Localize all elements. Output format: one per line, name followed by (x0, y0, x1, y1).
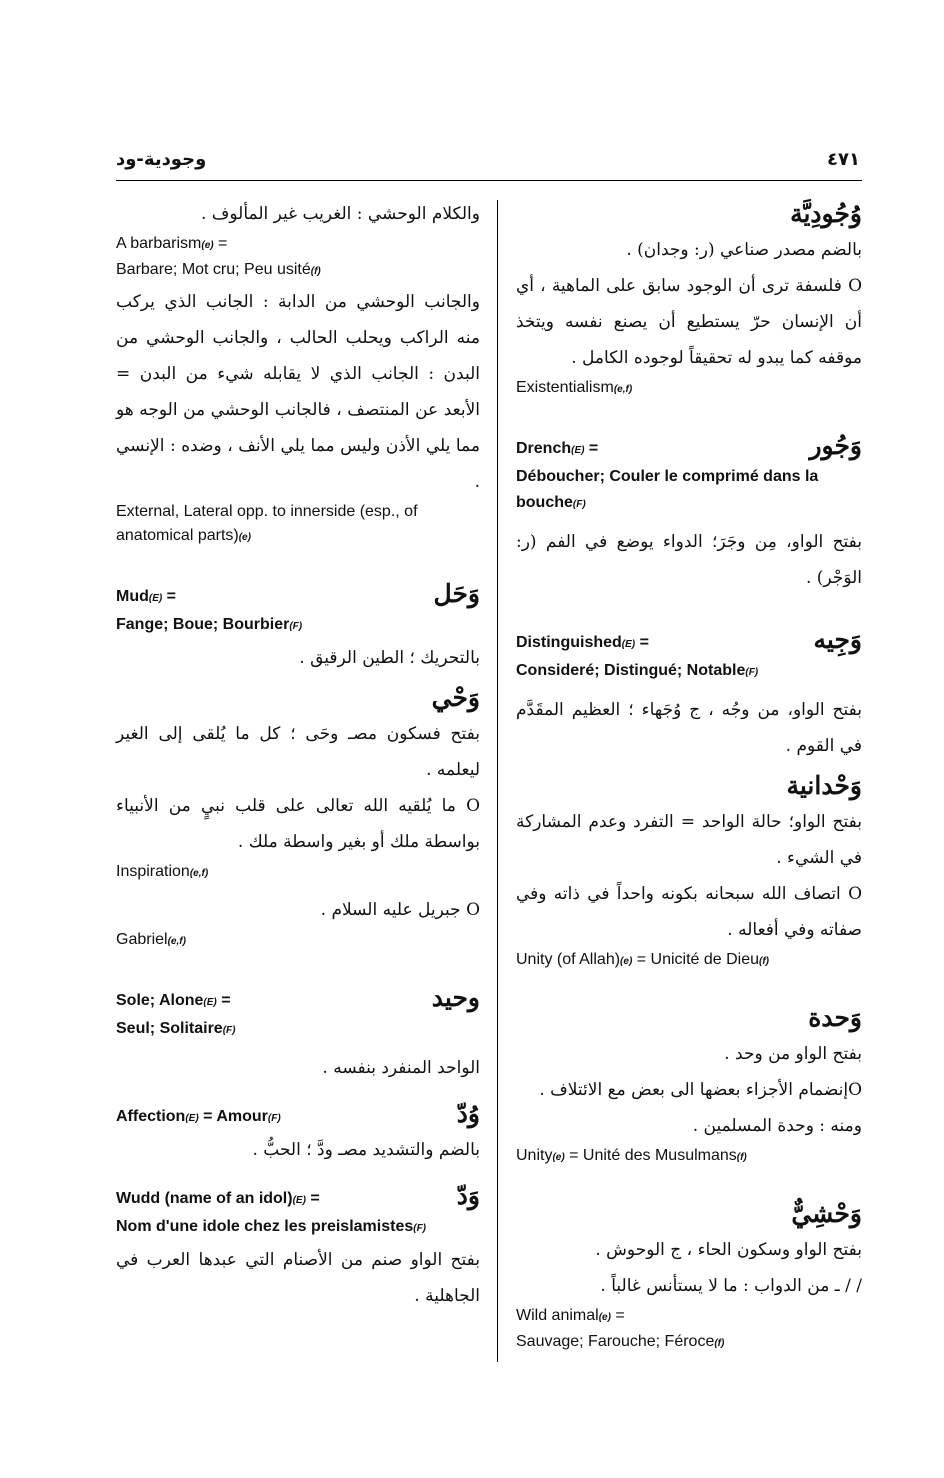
entry-arabic-definition: بالتحريك ؛ الطين الرقيق . (299, 648, 480, 668)
entry-translation: Inspiration(e,f) (116, 863, 209, 880)
entry-translation: Unity (of Allah)(e) = Unicité de Dieu(f) (516, 951, 770, 968)
entry-arabic-definition: بفتح الواو صنم من الأصنام التي عبدها العرب في الجاهلية . (116, 1250, 480, 1306)
entry-french-equivalent: Consideré; Distingué; Notable(F) (516, 662, 759, 679)
entry-headword: وحيد (431, 983, 480, 1012)
entry-arabic-definition: بفتح فسكون مصـ وحَى ؛ كل ما يُلقى إلى الغير ليعلمه . (116, 724, 480, 780)
entry-wajur (516, 428, 862, 596)
entry-headword: وَحَل (433, 579, 480, 608)
entry-arabic-definition: / / ـ من الدواب : ما لا يستأنس غالباً . (600, 1276, 862, 1296)
entry-headword: وَحْدانية (786, 771, 862, 800)
entry-english-equivalent: A barbarism(e) = (116, 235, 228, 252)
entry-arabic-text: بفتح الواو من وحد . (724, 1044, 862, 1064)
entry-arabic-definition: بالضم والتشديد مصـ ودَّ ؛ الحبُّ . (252, 1140, 480, 1160)
entry-wahshi-continued (116, 196, 480, 550)
entry-arabic-text: ومنه : وحدة المسلمين . (692, 1116, 862, 1136)
entry-french-equivalent: Nom d'une idole chez les preislamistes(F) (116, 1218, 427, 1235)
entry-wajih (516, 622, 862, 764)
running-title: وجودية-ود (116, 149, 207, 170)
entry-headword: وَحدة (808, 1003, 862, 1032)
left-column (116, 196, 480, 1318)
entry-headword: وَجُور (809, 431, 862, 460)
entry-headword: وَجِيه (813, 625, 862, 654)
entry-arabic-definition: O ما يُلقيه الله تعالى على قلب نبيٍ من الأنبياء بواسطة ملك أو بغير واسطة ملك . (116, 796, 480, 852)
entry-english-equivalent: Wudd (name of an idol)(E) = (116, 1190, 320, 1207)
entry-arabic-definition: بفتح الواو، مِن وجَرَ؛ الدواء يوضع في الفم (ر: الوَجْر) . (516, 532, 862, 588)
page-number: ٤٧١ (827, 149, 860, 170)
entry-translation: Existentialism(e,f) (516, 379, 633, 396)
entry-translation: External, Lateral opp. to innerside (esp., of anatomical parts)(e) (116, 503, 418, 544)
entry-english-equivalent: Wild animal(e) = (516, 1307, 625, 1324)
entry-arabic-text: بالضم مصدر صناعي (ر: وجدان) . (626, 240, 862, 260)
entry-wahshi (516, 1196, 862, 1356)
entry-english-equivalent: Sole; Alone(E) = (116, 992, 231, 1009)
entry-headword: وُدّ (456, 1099, 480, 1128)
entry-arabic-definition: بفتح الواو؛ حالة الواحد = التفرد وعدم المشاركة في الشيء . (516, 812, 862, 868)
entry-arabic-text: بفتح الواو وسكون الحاء ، ج الوحوش . (595, 1240, 862, 1260)
entry-english-equivalent: Distinguished(E) = (516, 634, 649, 651)
entry-headword: وَدّ (456, 1181, 480, 1210)
entry-arabic-text: والكلام الوحشي : الغريب غير المألوف . (200, 204, 480, 224)
entry-arabic-definition: Oإنضمام الأجزاء بعضها الى بعض مع الائتلاف . (539, 1080, 862, 1100)
entry-headword: وَحْي (431, 683, 480, 712)
entry-arabic-definition: بفتح الواو، من وجُه ، ج وُجَهاء ؛ العظيم المقَدَّم في القوم . (516, 700, 862, 756)
entry-wahda (516, 1000, 862, 1170)
entry-french-equivalent: Déboucher; Couler le comprimé dans la bouche(F) (516, 468, 819, 511)
page-header (116, 140, 860, 170)
entry-arabic-definition: الواحد المنفرد بنفسه . (322, 1058, 480, 1078)
entry-arabic-definition: O اتصاف الله سبحانه بكونه واحداً في ذاته وفي صفاته وفي أفعاله . (516, 884, 862, 940)
entry-french-equivalent: Barbare; Mot cru; Peu usité(f) (116, 261, 321, 278)
entry-french-equivalent: Fange; Boue; Bourbier(F) (116, 616, 303, 633)
entry-translation: Gabriel(e,f) (116, 931, 186, 948)
header-rule (116, 180, 862, 181)
entry-arabic-definition: O فلسفة ترى أن الوجود سابق على الماهية ، أي أن الإنسان حرّ يستطيع أن يصنع نفسه ويتخذ موقفه كما يبدو له تحقيقاً لوجوده الكامل . (516, 276, 862, 368)
entry-english-equivalent: Affection(E) = Amour(F) (116, 1108, 281, 1125)
entry-headword: وَحْشِيٌّ (791, 1199, 862, 1228)
entry-wahdaniyya (516, 768, 862, 974)
entry-french-equivalent: Seul; Solitaire(F) (116, 1020, 236, 1037)
entry-english-equivalent: Mud(E) = (116, 588, 177, 605)
entry-wahy (116, 680, 480, 954)
right-column (516, 196, 862, 1360)
entry-french-equivalent: Sauvage; Farouche; Féroce(f) (516, 1333, 725, 1350)
entry-wahal (116, 576, 480, 676)
entry-wudd (116, 1096, 480, 1168)
entry-wadd (116, 1178, 480, 1314)
entry-wujudiyya (516, 196, 862, 402)
entry-arabic-definition: O جبريل عليه السلام . (320, 900, 480, 920)
column-divider (497, 200, 498, 1362)
entry-arabic-definition: والجانب الوحشي من الدابة : الجانب الذي يركب منه الراكب ويحلب الحالب ، والجانب الوحشي من البدن : الجانب الذي لا يقابله شيء من البدن = الأبعد عن المنتصف ، فالجانب الوحشي من الوجه هو مما يلي الأذن وليس مما يلي الأنف ، وضده : الإنسي . (116, 292, 480, 492)
entry-translation: Unity(e) = Unité des Musulmans(f) (516, 1147, 747, 1164)
entry-wahid (116, 980, 480, 1086)
entry-english-equivalent: Drench(E) = (516, 440, 599, 457)
entry-headword: وُجُودِيَّة (790, 199, 862, 228)
